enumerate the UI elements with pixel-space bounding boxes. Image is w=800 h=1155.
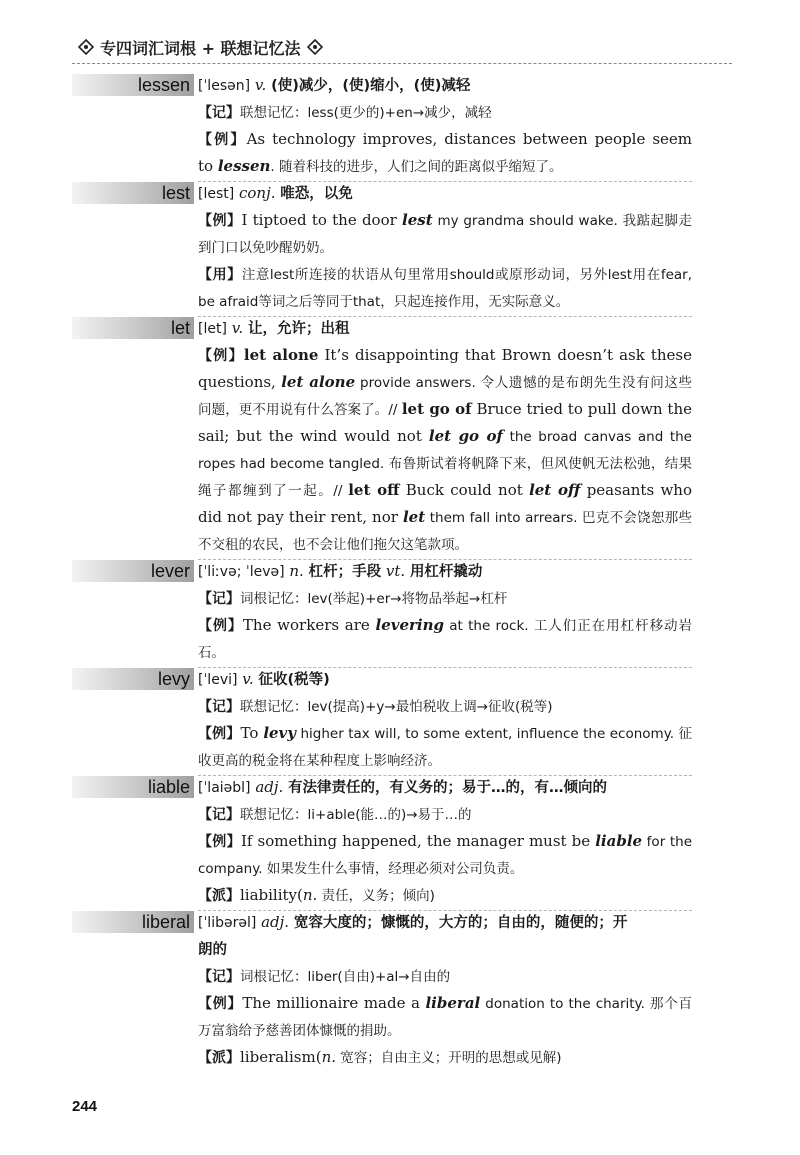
meaning: 用杠杆撬动 [409,564,483,580]
memory-note [198,99,692,126]
definition-line [198,317,692,340]
memory-tag: 【记】 [198,807,240,823]
meaning: (使)减少，(使)缩小，(使)减轻 [271,78,471,94]
example-text: To [240,724,264,742]
example-sentence [198,126,692,180]
example-sentence [198,207,692,261]
entry-lever [0,558,800,666]
phonetic: [ˈlesən] [198,78,251,94]
definition-line [198,776,692,799]
usage-text: 注意lest所连接的状语从句里常用should或原形动词，另外lest用在fear, be afraid等词之后等同于that，只起连接作用，无实际意义。 [198,267,693,310]
headword: lessen [137,75,190,95]
usage-tag: 【用】 [198,267,242,283]
derived-tag: 【派】 [198,888,240,904]
meaning: 有法律责任的，有义务的；易于…的，有…倾向的 [288,780,608,796]
headword: lever [150,561,190,581]
memory-text: 词根记忆：lev(举起)+er→将物品举起→杠杆 [240,591,508,607]
derived-word [198,1044,692,1071]
example-emphasis: levering [375,616,445,634]
meaning: 杠杆；手段 [308,564,382,580]
memory-note [198,693,692,720]
example-text: Bruce tried to pull down the sail; but the wind would not [198,400,692,445]
example-text: provide answers. 令人遗憾的是布朗先生没有问这些问题，更不用说有什么答案了。// [198,375,693,418]
part-of-speech: v. [254,76,267,94]
header-divider [72,63,732,64]
example-text: The workers are [242,616,376,634]
example-translation: my grandma should wake. 我踮起脚走到门口以免吵醒奶奶。 [198,213,693,256]
part-of-speech: adj. [261,913,290,931]
memory-note [198,801,692,828]
part-of-speech: conj. [239,184,276,202]
definition-line [198,74,692,97]
memory-text: 联想记忆：less(更少的)+en→减少，减轻 [240,105,492,121]
example-text: As technology improves, distances between people seem to [198,130,692,175]
headword: liberal [141,912,190,932]
example-emphasis: let [402,508,426,526]
meaning: 宽容大度的；慷慨的，大方的；自由的，随便的；开 [293,915,628,931]
example-text: Buck could not [399,481,530,499]
derived-word [198,882,692,909]
headword: lest [161,183,190,203]
example-text: the broad canvas and the ropes had become tangled. 布鲁斯试着将帆降下来，但风使帆无法松弛，结果绳子都缠到了一起。// [198,429,692,499]
part-of-speech: n. [321,1048,336,1066]
meaning: 唯恐，以免 [280,186,353,202]
part-of-speech: n. [302,886,318,904]
entry-liberal [0,909,800,1071]
phrase-let-off: let off [348,481,400,499]
definition-line [198,911,692,934]
part-of-speech: n. [289,562,304,580]
example-tag: 【例】 [198,348,244,364]
phonetic: [let] [198,321,227,337]
derived-meaning: 责任，义务；倾向) [317,888,435,904]
usage-note [198,261,692,315]
definition-line [198,182,692,205]
entry-liable [0,774,800,909]
meaning-continued [198,936,692,963]
part-of-speech: vt. [385,562,406,580]
meaning: 朗的 [198,942,227,958]
example-emphasis: lessen [217,157,271,175]
entry-lessen [0,72,800,180]
meaning: 让，允许；出租 [247,321,350,337]
entry-list [0,72,800,1071]
headword: liable [147,777,190,797]
example-emphasis: let alone [281,373,356,391]
page-header [72,34,732,60]
example-text: them fall into arrears. 巴克不会饶恕那些不交租的农民，也不会让他们拖欠这笔款项。 [198,510,692,553]
part-of-speech: v. [231,319,244,337]
example-emphasis: let go of [428,427,504,445]
example-text: The millionaire made a [242,994,426,1012]
memory-note [198,585,692,612]
diamond-ornament-icon [307,39,323,55]
example-emphasis: liberal [425,994,481,1012]
memory-text: 联想记忆：lev(提高)+y→最怕税收上调→征收(税等) [240,699,553,715]
example-tag: 【例】 [198,618,243,634]
example-translation: higher tax will, to some extent, influence the economy. 征收更高的税金将在某种程度上影响经济。 [198,726,693,769]
memory-note [198,963,692,990]
example-tag: 【例】 [198,996,243,1012]
phrase-let-go-of: let go of [401,400,472,418]
example-text: I tiptoed to the door [241,211,403,229]
example-tag: 【例】 [198,726,241,742]
example-translation: for the company. 如果发生什么事情，经理必须对公司负责。 [198,834,692,877]
derived-text: liberalism( [240,1048,322,1066]
example-sentence [198,612,692,666]
headword: levy [157,669,190,689]
example-emphasis: levy [263,724,296,742]
example-text: If something happened, the manager must be [240,832,596,850]
diamond-ornament-icon [78,39,94,55]
example-tag: 【例】 [198,834,241,850]
example-translation: at the rock. 工人们正在用杠杆移动岩石。 [198,618,693,661]
example-emphasis: lest [402,211,433,229]
example-emphasis: liable [595,832,643,850]
example-tag: 【例】 [198,132,247,148]
derived-tag: 【派】 [198,1050,240,1066]
example-text: peasants who did not pay their rent, nor [198,481,692,526]
phrase-let-alone: let alone [243,346,319,364]
memory-tag: 【记】 [198,969,240,985]
memory-tag: 【记】 [198,105,240,121]
entry-levy [0,666,800,774]
memory-text: 词根记忆：liber(自由)+al→自由的 [240,969,451,985]
definition-line [198,560,692,583]
example-sentence [198,990,692,1044]
part-of-speech: adj. [255,778,284,796]
phonetic: [ˈliːvə; ˈlevə] [198,564,285,580]
phonetic: [ˈlaiəbl] [198,780,251,796]
example-tag: 【例】 [198,213,242,229]
example-sentence [198,720,692,774]
phonetic: [ˈlevi] [198,672,238,688]
example-emphasis: let off [529,481,581,499]
entry-lest [0,180,800,315]
phonetic: [ˈlibərəl] [198,915,257,931]
example-translation: donation to the charity. 那个百万富翁给予慈善团体慷慨的捐助。 [198,996,692,1039]
memory-tag: 【记】 [198,591,240,607]
definition-line [198,668,692,691]
example-sentence [198,342,692,558]
example-text: It’s disappointing that Brown doesn’t ask these questions, [198,346,692,391]
example-sentence [198,828,692,882]
page-number: 244 [72,1098,98,1115]
example-translation: . 随着科技的进步，人们之间的距离似乎缩短了。 [270,159,563,175]
meaning: 征收(税等) [258,672,330,688]
part-of-speech: v. [242,670,254,688]
header-title: 专四词汇词根 + 联想记忆法 [100,38,301,58]
phonetic: [lest] [198,186,235,202]
memory-tag: 【记】 [198,699,240,715]
derived-text: liability( [240,886,303,904]
derived-meaning: 宽容；自由主义；开明的思想或见解) [336,1050,562,1066]
headword: let [170,318,190,338]
entry-let [0,315,800,558]
memory-text: 联想记忆：li+able(能…的)→易于…的 [240,807,472,823]
